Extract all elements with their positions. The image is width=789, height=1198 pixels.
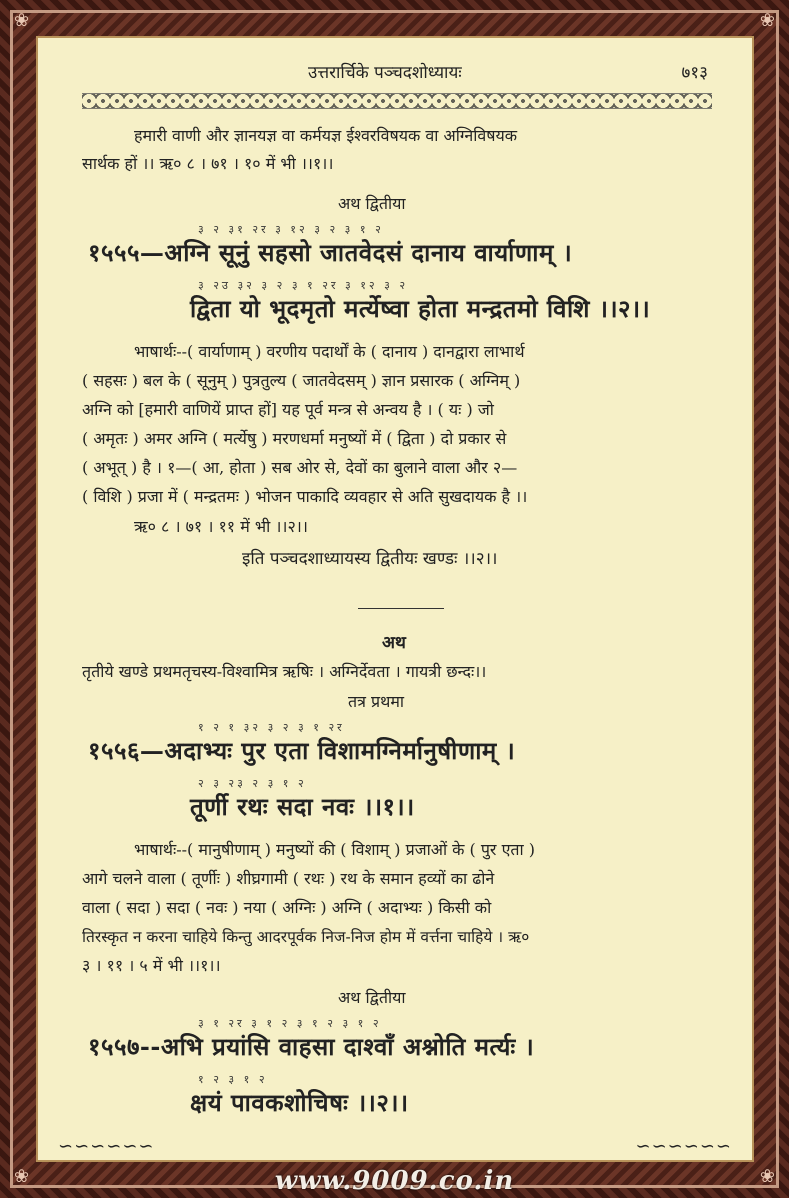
text-line: ( सहसः ) बल के ( सूनुम् ) पुत्रतुल्य ( जातवेदसम् ) ज्ञान प्रसारक ( अग्निम् ) [82,371,521,390]
text-line: ऋ० ८ । ७१ । ११ में भी ।।२।। [134,517,308,536]
section-divider [358,608,444,609]
text-line: अग्नि को [हमारी वाणियें प्राप्त हों] यह पूर्व मन्त्र से अन्वय है । ( यः ) जो [82,400,494,419]
chapter-title: उत्तरार्चिके पञ्चदशोध्यायः [308,63,462,83]
section-heading: अथ द्वितीया [338,988,406,1007]
accent-marks: २ ३ २३ २ ३ १ २ [198,777,307,790]
corner-ornament-icon: ❀ [14,10,30,31]
text-line: आगे चलने वाला ( तूर्णीः ) शीघ्रगामी ( रथः ) रथ के समान हव्यों का ढोने [82,869,495,888]
corner-ornament-icon: ❀ [14,1166,30,1187]
text-line: भाषार्थः--( मानुषीणाम् ) मनुष्यों की ( विशाम् ) प्रजाओं के ( पुर एता ) [134,840,536,859]
text-line: तिरस्कृत न करना चाहिये किन्तु आदरपूर्वक निज-निज होम में वर्त्तना चाहिये । ऋ० [82,928,530,946]
text-line: वाला ( सदा ) सदा ( नवः ) नया ( अग्निः ) अग्नि ( अदाभ्यः ) किसी को [82,898,492,917]
scripture-page [36,36,754,1162]
verse-line: तूर्णी रथः सदा नवः ।।१।। [190,792,415,821]
verse-line: १५५७--अभि प्रयांसि वाहसा दाश्वाँ अश्नोति मर्त्यः । [88,1032,535,1061]
website-link[interactable]: www.9009.co.in [274,1166,515,1196]
accent-marks: १ २ १ ३२ ३ २ ३ १ २र [198,721,345,734]
verse-line: १५५५—अग्नि सूनुं सहसो जातवेदसं दानाय वार्याणाम् । [88,238,573,267]
verse-line: १५५६—अदाभ्यः पुर एता विशामग्निर्मानुषीणाम् । [88,736,516,765]
text-line: ( अभूत् ) है । १—( आ, होता ) सब ओर से, देवों का बुलाने वाला और २— [82,458,518,477]
accent-marks: ३ २ ३१ २र ३ १२ ३ २ ३ १ २ [198,223,384,236]
text-line: हमारी वाणी और ज्ञानयज्ञ वा कर्मयज्ञ ईश्वरविषयक वा अग्निविषयक [134,126,518,145]
section-heading: अथ [382,633,406,653]
verse-line: द्विता यो भूदमृतो मर्त्येष्वा होता मन्द्रतमो विशि ।।२।। [190,294,651,323]
ornament-icon: ∽∽∽∽∽∽ [58,1136,155,1157]
section-end: इति पञ्चदशाध्यायस्य द्वितीयः खण्डः ।।२।। [242,549,498,569]
verse-line: क्षयं पावकशोचिषः ।।२।। [190,1088,409,1117]
ornament-icon: ∽∽∽∽∽∽ [635,1136,732,1157]
text-line: तृतीये खण्डे प्रथमतृचस्य-विश्वामित्र ऋषिः । अग्निर्देवता । गायत्री छन्दः।। [82,662,487,681]
text-line: ( अमृतः ) अमर अग्नि ( मर्त्येषु ) मरणधर्मा मनुष्यों में ( द्विता ) दो प्रकार से [82,429,507,448]
accent-marks: ३ २उ ३२ ३ २ ३ १ २र ३ १२ ३ २ [198,279,409,292]
bottom-ornament-row [38,1130,752,1160]
page-number: ७१३ [681,63,708,83]
corner-ornament-icon: ❀ [759,10,775,31]
text-line: ३ । ११ । ५ में भी ।।१।। [82,956,221,975]
ornamental-rule [82,93,712,109]
accent-marks: ३ १ २र ३ १ २ ३ १ २ ३ १ २ [198,1017,382,1030]
accent-marks: १ २ ३ १ २ [198,1073,268,1086]
text-line: सार्थक हों ।। ऋ० ८ । ७१ । १० में भी ।।१।। [82,154,334,173]
section-heading: अथ द्वितीया [338,194,406,213]
text-line: ( विशि ) प्रजा में ( मन्द्रतमः ) भोजन पाकादि व्यवहार से अति सुखदायक है ।। [82,487,528,506]
corner-ornament-icon: ❀ [759,1166,775,1187]
text-line: भाषार्थः--( वार्याणाम् ) वरणीय पदार्थों के ( दानाय ) दानद्वारा लाभार्थ [134,342,525,361]
section-heading: तत्र प्रथमा [348,692,405,711]
page-header [38,56,752,86]
